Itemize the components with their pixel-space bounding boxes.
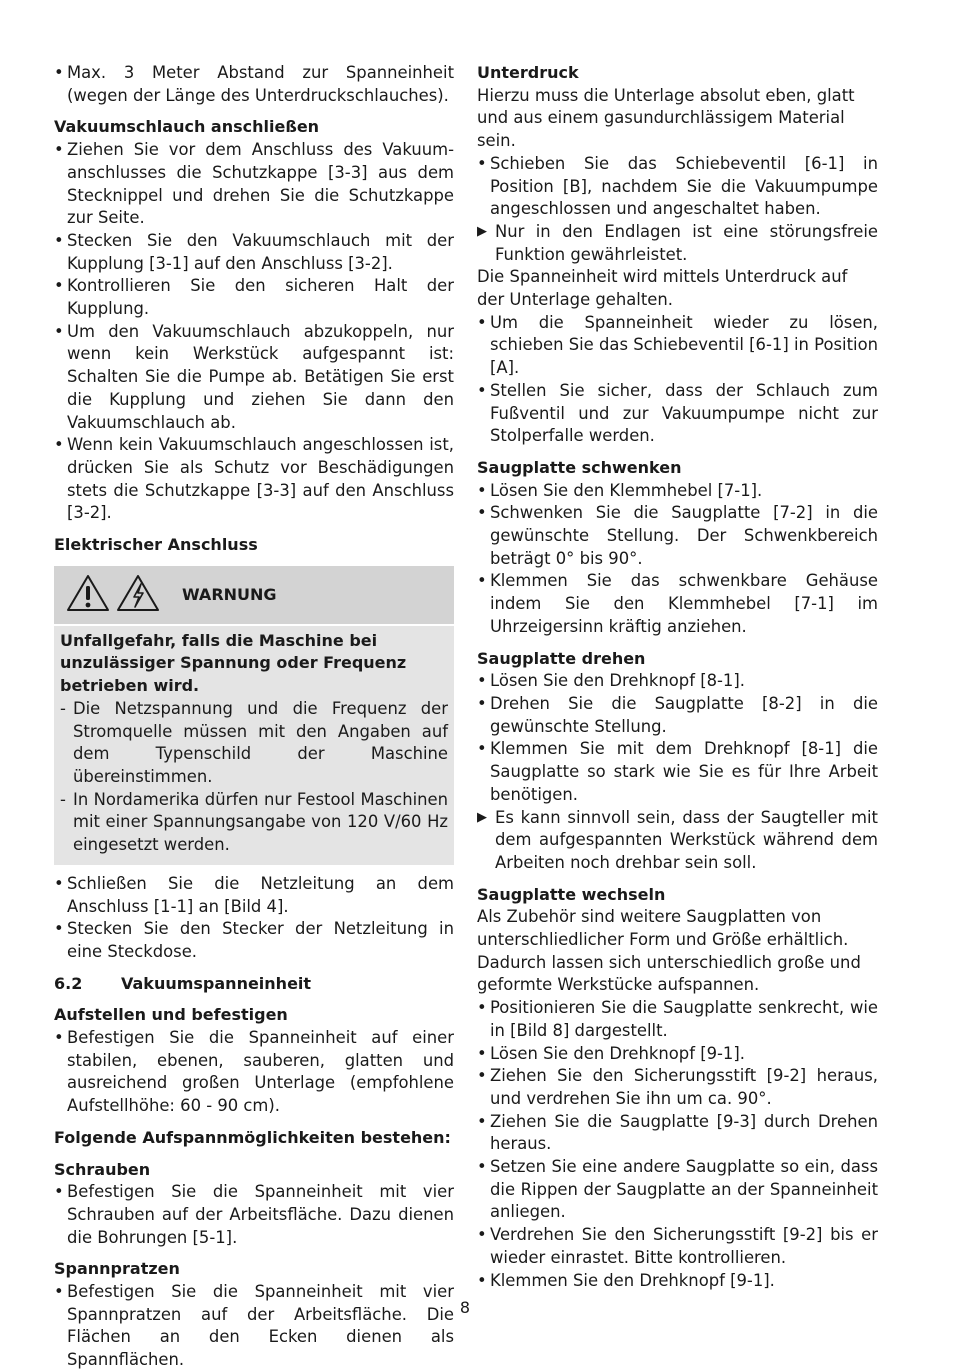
warning-list <box>60 698 448 857</box>
electric-hazard-icon <box>116 574 160 616</box>
heading-schrauben: Schrauben <box>54 1159 151 1179</box>
bullet-list-item: • Um die Spanneinheit wieder zu lösen, schieben Sie das Schiebeventil [6-1] in Position [A]. <box>477 312 878 380</box>
warning-title: WARNUNG <box>182 585 277 605</box>
warning-body <box>54 626 454 865</box>
bullet-list-item: • Ziehen Sie den Sicherungsstift [9-2] heraus, und verdrehen Sie ihn um ca. 90°. <box>477 1065 878 1110</box>
list-aufstellen <box>54 1027 454 1118</box>
bullet-list-item: • Schließen Sie die Netzleitung an dem Anschluss [1-1] an [Bild 4]. <box>54 873 454 918</box>
heading-unterdruck: Unterdruck <box>477 63 579 82</box>
list-schrauben <box>54 1181 454 1249</box>
paragraph-unterdruck: Hierzu muss die Unterlage absolut eben, glatt und aus einem gasundurchlässigem Material sein. <box>477 85 855 151</box>
list-drehen <box>477 670 878 806</box>
list-elektrisch <box>54 873 454 964</box>
list-spannpratzen <box>54 1281 454 1372</box>
heading-wechseln: Saugplatte wechseln <box>477 884 666 904</box>
bullet-list-item: • Lösen Sie den Drehknopf [8-1]. <box>477 670 878 693</box>
list-wechseln <box>477 997 878 1292</box>
bullet-list-item: • Setzen Sie eine andere Saugplatte so ein, dass die Rippen der Saugplatte an der Spanneinheit anliegen. <box>477 1156 878 1224</box>
heading-elektrisch: Elektrischer Anschluss <box>54 535 258 555</box>
bullet-list-item: • Ziehen Sie die Saugplatte [9-3] durch Drehen heraus. <box>477 1111 878 1156</box>
left-column <box>54 62 454 1372</box>
page-number: 8 <box>459 1298 471 1317</box>
paragraph-wechseln: Als Zubehör sind weitere Saugplatten von unterschliedlicher Form und Größe erhältlich. Dadurch lassen sich unterschiedlich große und geformte Werkstücke aufspannen. <box>477 907 861 995</box>
bullet-list-item: • Lösen Sie den Drehknopf [9-1]. <box>477 1043 878 1066</box>
note-endlagen: ▶ Nur in den Endlagen ist eine störungsfreie Funktion gewährleistet. <box>477 221 878 266</box>
bullet-list-item: • Schwenken Sie die Saugplatte [7-2] in die gewünschte Stellung. Der Schwenkbereich beträgt 0° bis 90°. <box>477 502 878 570</box>
bullet-list-item: • Ziehen Sie vor dem Anschluss des Vakuumanschlusses die Schutzkappe [3-3] aus dem Stecknippel und drehen Sie die Schutzkappe zur Seite. <box>54 139 454 230</box>
bullet-list-item: • Klemmen Sie mit dem Drehknopf [8-1] die Saugplatte so stark wie Sie es für Ihre Arbeit benötigen. <box>477 738 878 806</box>
note-saugteller: ▶ Es kann sinnvoll sein, dass der Saugteller mit dem aufgespannten Werkstück während dem Arbeiten noch drehbar sein soll. <box>477 807 878 875</box>
bullet-list-item: • Kontrollieren Sie den sicheren Halt der Kupplung. <box>54 275 454 320</box>
list-unterdruck-2 <box>477 312 878 448</box>
section-number: 6.2 <box>54 973 83 993</box>
bullet-list-item: • Klemmen Sie den Drehknopf [9-1]. <box>477 1270 878 1293</box>
heading-spannpratzen: Spannpratzen <box>54 1259 180 1279</box>
heading-vakuumschlauch: Vakuumschlauch anschließen <box>54 117 320 137</box>
warning-statement: Unfallgefahr, falls die Maschine bei unzulässiger Spannung oder Frequenz betrieben wird. <box>60 630 407 696</box>
warning-box <box>54 566 454 865</box>
list-vakuumschlauch <box>54 139 454 525</box>
bullet-list-item: • Stecken Sie den Vakuumschlauch mit der Kupplung [3-1] auf den Anschluss [3-2]. <box>54 230 454 275</box>
heading-aufstellen: Aufstellen und befestigen <box>54 1005 288 1025</box>
bullet-list-item: • Positionieren Sie die Saugplatte senkrecht, wie in [Bild 8] dargestellt. <box>477 997 878 1042</box>
bullet-list-item: • Befestigen Sie die Spanneinheit auf einer stabilen, ebenen, sauberen, glatten und ausreichend großen Unterlage (empfohlene Aufstellhöhe: 60 - 90 cm). <box>54 1027 454 1118</box>
bullet-list-item: • Befestigen Sie die Spanneinheit mit vier Schrauben auf der Arbeitsfläche. Dazu dienen die Bohrungen [5-1]. <box>54 1181 454 1249</box>
heading-drehen: Saugplatte drehen <box>477 648 646 668</box>
paragraph-gehalten: Die Spanneinheit wird mittels Unterdruck auf der Unterlage gehalten. <box>477 267 848 310</box>
bullet-list-item: • Befestigen Sie die Spanneinheit mit vier Spannpratzen auf der Arbeitsfläche. Die Flächen an den Ecken dienen als Spannflächen. <box>54 1281 454 1372</box>
dash-list-item: - Die Netzspannung und die Frequenz der Stromquelle müssen mit den Angaben auf dem Typenschild der Maschine übereinstimmen. <box>60 698 448 789</box>
section-heading-6-2 <box>54 973 454 996</box>
dash-list-item: - In Nordamerika dürfen nur Festool Maschinen mit einer Spannungsangabe von 120 V/60 Hz eingesetzt werden. <box>60 789 448 857</box>
bullet-list-item: • Lösen Sie den Klemmhebel [7-1]. <box>477 480 878 503</box>
bullet-list-item: • Um den Vakuumschlauch abzukoppeln, nur wenn kein Werkstück aufgespannt ist: Schalten Sie die Pumpe ab. Betätigen Sie erst die Kupplung und ziehen Sie dann den Vakuumschlauch ab. <box>54 321 454 435</box>
section-title: Vakuumspanneinheit <box>121 973 312 993</box>
heading-folgende: Folgende Aufspannmöglichkeiten bestehen: <box>54 1127 451 1147</box>
bullet-list-item: • Klemmen Sie das schwenkbare Gehäuse indem Sie den Klemmhebel [7-1] im Uhrzeigersinn kräftig anziehen. <box>477 570 878 638</box>
bullet-list-item: • Stecken Sie den Stecker der Netzleitung in eine Steckdose. <box>54 918 454 963</box>
bullet-list-item: • Verdrehen Sie den Sicherungsstift [9-2] bis er wieder einrastet. Bitte kontrollieren. <box>477 1224 878 1269</box>
list-schwenken <box>477 480 878 639</box>
list-unterdruck-1 <box>477 153 878 221</box>
bullet-list-item: • Drehen Sie die Saugplatte [8-2] in die gewünschte Stellung. <box>477 693 878 738</box>
bullet-list-item: • Wenn kein Vakuumschlauch angeschlossen ist, drücken Sie als Schutz vor Beschädigungen stets die Schutzkappe [3-3] auf den Anschluss [3-2]. <box>54 434 454 525</box>
bullet-list-item: • Stellen Sie sicher, dass der Schlauch zum Fußventil und zur Vakuumpumpe nicht zur Stolperfalle werden. <box>477 380 878 448</box>
heading-schwenken: Saugplatte schwenken <box>477 457 682 477</box>
warning-triangle-icon <box>66 574 110 616</box>
bullet-abstand: • Max. 3 Meter Abstand zur Spanneinheit (wegen der Länge des Unterdruckschlauches). <box>54 62 454 107</box>
warning-header <box>54 566 454 624</box>
bullet-list-item: • Schieben Sie das Schiebeventil [6-1] in Position [B], nachdem Sie die Vakuumpumpe angeschlossen und angeschaltet haben. <box>477 153 878 221</box>
right-column <box>477 62 878 1292</box>
